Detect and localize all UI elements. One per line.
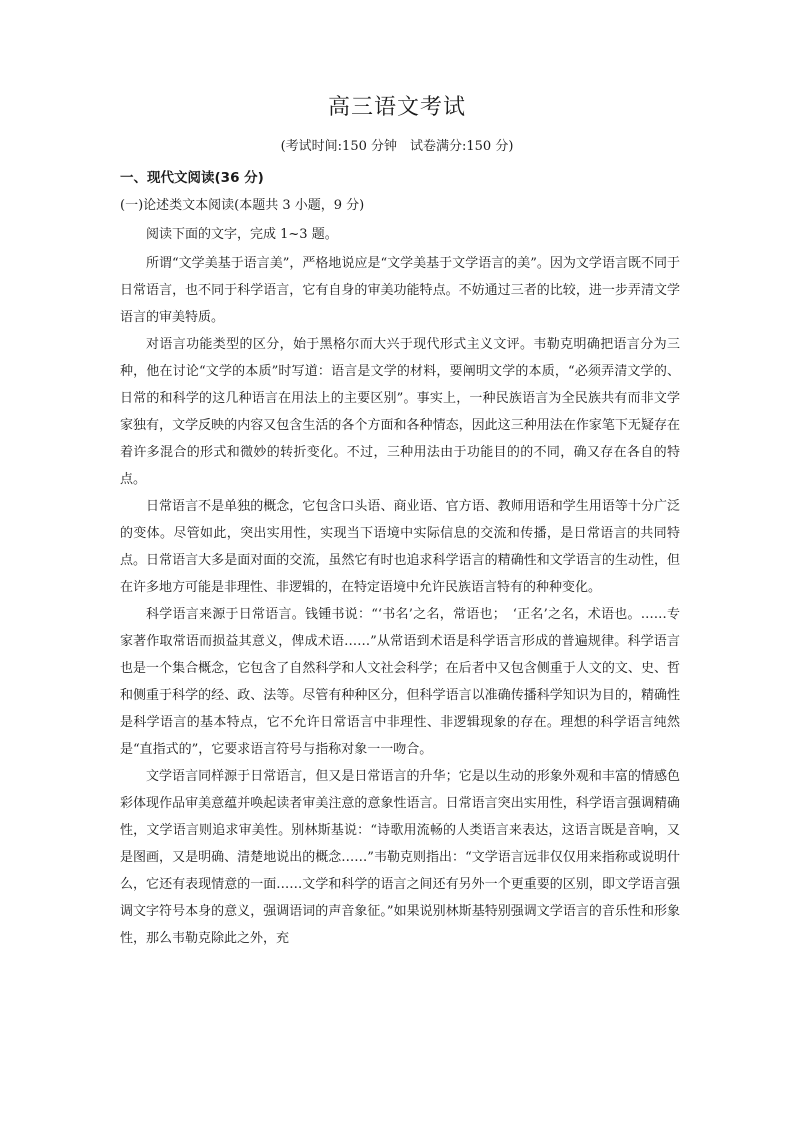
subsection-heading: (一)论述类文本阅读(本题共 3 小题，9 分) — [120, 198, 365, 213]
passage-paragraph-3: 日常语言不是单独的概念，它包含口头语、商业语、官方语、教师用语和学生用语等十分广泛的变体。尽管如此，突出实用性，实现当下语境中实际信息的交流和传播，是日常语言的共同特点。日常语言大多是面对面的交流，虽然它有时也追求科学语言的精确性和文学语言的生动性，但在许多地方可能是非理性、非逻辑的，在特定语境中允许民族语言特有的种种变化。 — [120, 499, 680, 595]
section-heading: 一、现代文阅读(36 分) — [120, 170, 264, 186]
page-title: 高三语文考试 — [327, 95, 466, 120]
exam-info: (考试时间:150 分钟 试卷满分:150 分) — [280, 139, 514, 154]
passage-paragraph-4: 科学语言来源于日常语言。钱锺书说：“‘书名’之名，常语也； ‘正名’之名，术语也。……专家著作取常语而损益其意义，俾成术语……”从常语到术语是科学语言形成的普遍规律。科学语言也是一个集合概念，它包含了自然科学和人文社会科学；在后者中又包含侧重于人文的文、史、哲和侧重于科学的经、政、法等。尽管有种种区分，但科学语言以准确传播科学知识为目的，精确性是科学语言的基本特点，它不允许日常语言中非理性、非逻辑现象的存在。理想的科学语言纯然是“直指式的”，它要求语言符号与指称对象一一吻合。 — [120, 607, 680, 757]
passage-paragraph-5: 文学语言同样源于日常语言，但又是日常语言的升华；它是以生动的形象外观和丰富的情感色彩体现作品审美意蕴并唤起读者审美注意的意象性语言。日常语言突出实用性，科学语言强调精确性，文学语言则追求审美性。别林斯基说：“诗歌用流畅的人类语言来表达，这语言既是音响，又是图画，又是明确、清楚地说出的概念……”韦勒克则指出：“文学语言远非仅仅用来指称或说明什么，它还有表现情意的一面……文学和科学的语言之间还有另外一个更重要的区别，即文学语言强调文字符号本身的意义，强调语词的声音象征。”如果说别林斯基特别强调文学语言的音乐性和形象性，那么韦勒克除此之外，充 — [120, 769, 680, 946]
passage-body — [120, 250, 680, 952]
reading-instruction: 阅读下面的文字，完成 1~3 题。 — [146, 227, 338, 242]
passage-paragraph-2: 对语言功能类型的区分，始于黑格尔而大兴于现代形式主义文评。韦勒克明确把语言分为三种，他在讨论“文学的本质”时写道：语言是文学的材料，要阐明文学的本质，“必须弄清文学的、日常的和科学的这几种语言在用法上的主要区别”。事实上，一种民族语言为全民族共有而非文学家独有，文学反映的内容又包含生活的各个方面和各种情态，因此这三种用法在作家笔下无疑存在着许多混合的形式和微妙的转折变化。不过，三种用法由于功能目的的不同，确又存在各自的特点。 — [120, 337, 680, 487]
passage-paragraph-1: 所谓“文学美基于语言美”，严格地说应是“文学美基于文学语言的美”。因为文学语言既不同于日常语言，也不同于科学语言，它有自身的审美功能特点。不妨通过三者的比较，进一步弄清文学语言的审美特质。 — [120, 256, 680, 325]
